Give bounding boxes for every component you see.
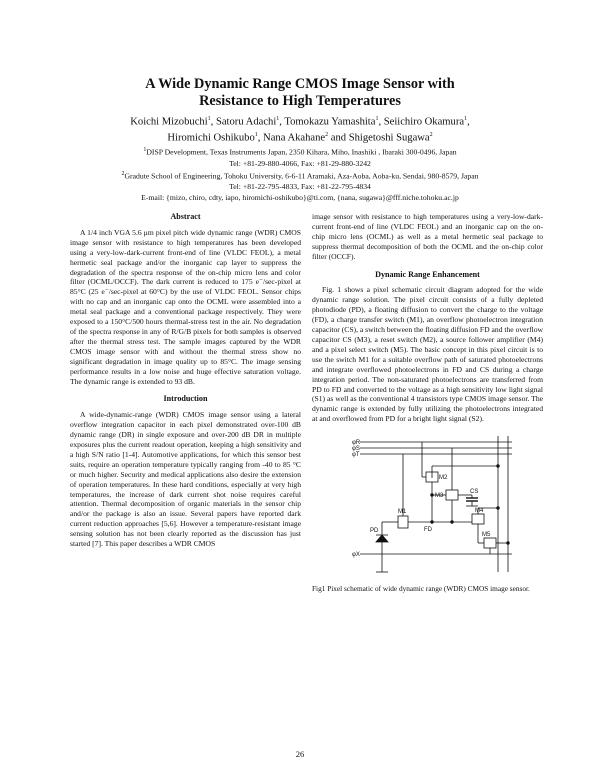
junction-dot — [497, 465, 500, 468]
author-sup: 1 — [276, 116, 280, 122]
author-name: Tomokazu Yamashita — [284, 116, 376, 128]
affiliation-text: DISP Development, Texas Instruments Japan, 2350 Kihara, Miho, Inashiki , Ibaraki 300-0496, Japan — [146, 147, 457, 157]
page-number: 26 — [295, 749, 305, 759]
junction-dot — [431, 521, 434, 524]
phi-t-label: φT — [352, 452, 360, 459]
author-sep: , — [378, 116, 384, 128]
affiliation-text: Tel: +81-29-880-4066, Fax: +81-29-880-3242 — [229, 158, 371, 168]
author-sep: , — [257, 132, 264, 144]
author-sep: , — [467, 116, 470, 128]
affiliation-line — [0, 181, 600, 192]
m1-transistor — [398, 516, 408, 528]
enhancement-heading: Dynamic Range Enhancement — [375, 269, 480, 279]
m3-transistor — [446, 490, 458, 500]
m4-transistor — [472, 514, 484, 524]
author-sep: , — [210, 116, 216, 128]
pd-label: PD — [370, 528, 379, 535]
author-name: Nana Akahane — [263, 132, 326, 144]
title-line: Resistance to High Temperatures — [199, 93, 401, 109]
m5-transistor — [484, 538, 496, 548]
junction-dot — [431, 494, 434, 497]
affiliation-line — [0, 145, 600, 158]
author-sup: 2 — [429, 131, 433, 138]
author-sep: , — [279, 116, 285, 128]
affiliations — [0, 145, 600, 203]
author-line — [0, 113, 600, 129]
pixel-schematic-figure — [312, 432, 543, 604]
affiliation-line — [0, 192, 600, 203]
affiliation-sup: 2 — [121, 170, 125, 177]
phi-r-label: φR — [352, 440, 361, 447]
abstract-text: A 1/4 inch VGA 5.6 μm pixel pitch wide dynamic range (WDR) CMOS image sensor with resistance to high temperatures has been developed using a very-low-dark-current front-end of line (VLDC FEOL), a metal hermetic seal package and/or the inorganic cap layer to suppress the degradation of the spectra response of the on-chip micro lens and color filter (OCML/OCCF). The dark current is reduced to 175 e⁻/sec-pixel at 85°C (25 e⁻/sec-pixel at 60°C) by the use of VLDC FEOL. Sensor chips with no cap and an inorganic cap onto the OCML were assembled into a metal seal package and a conventional package respectively. They were exposed to a 150°C/500 hours thermal-stress test in the air. No degradation of the spectra response in any of R/G/B pixels for both samples is observed after the thermal stress test. The sample images captured by the WDR CMOS image sensor with and without the thermal stress show no significant degradation in image quality up to 85°C. The image sensing performance results in a low noise and huge effective saturation voltage. The dynamic range is extended to 93 dB. — [70, 227, 301, 386]
m5-label: M5 — [482, 532, 491, 539]
introduction-heading: Introduction — [163, 394, 208, 404]
author-sup: 1 — [464, 116, 468, 122]
fd-label: FD — [424, 527, 432, 534]
affiliation-text: Gradute School of Engineering, Tohoku University, 6-6-11 Aramaki, Aza-Aoba, Aoba-ku, Sendai, 980-8579, Japan — [124, 171, 479, 181]
m3-label: M3 — [435, 493, 444, 500]
author-sup: 2 — [325, 131, 329, 138]
enhancement-text: Fig. 1 shows a pixel schematic circuit diagram adopted for the wide dynamic range solution. The pixel circuit consists of a fully depleted photodiode (PD), a floating diffusion to convert the charge to the voltage (FD), a charge transfer switch (M1), an overflow photoelectron integration capacitor (CS), a switch between the floating diffusion FD and the overflow capacitor CS (M3), a reset switch (M2), a source follower amplifier (M4) and a pixel select switch (M5). The basic concept in this pixel circuit is to use the switch M1 for a suitable overflow path of saturated photoelectrons and integrate overflowed photoelectrons in FD and CS during a charge integration period. The non-saturated photoelectrons are transferred from PD to FD and converted to the voltage as a high sensitivity low light signal (S1) as well as the conventional 4 transistors type CMOS image sensor. The dynamic range is extended by fully utilizing the photoelectrons integrated at and overflowed from PD for a bright light signal (S2). — [312, 285, 543, 424]
phi-x-label: φX — [352, 552, 360, 559]
author-sup: 1 — [207, 116, 211, 122]
phi-s-label: φS — [352, 446, 360, 453]
paper-title — [0, 76, 600, 110]
m2-label: M2 — [439, 475, 448, 482]
author-line — [0, 129, 600, 145]
affiliation-sup: 1 — [143, 147, 147, 153]
author-list — [0, 113, 600, 144]
m1-label: M1 — [398, 509, 407, 516]
author-name: Koichi Mizobuchi — [130, 116, 208, 128]
junction-dot — [507, 542, 510, 545]
author-sup: 1 — [375, 116, 379, 122]
author-name: Hiromichi Oshikubo — [167, 132, 255, 144]
pixel-schematic-diagram — [312, 432, 543, 582]
introduction-continued: image sensor with resistance to high temperatures using a very-low-dark-current front-end of line (VLDC FEOL) and an inorganic cap on the on-chip micro lens (OCML) as well as a metal hermetic seal package to suppress thermal decomposition of both the OCML and the on-chip color filter (OCCF). — [312, 212, 543, 261]
author-sup: 1 — [254, 131, 258, 138]
figure-caption: Fig1 Pixel schematic of wide dynamic range (WDR) CMOS image sensor. — [312, 584, 530, 594]
author-name: Shigetoshi Sugawa — [348, 132, 430, 144]
introduction-text: A wide-dynamic-range (WDR) CMOS image sensor using a lateral overflow integration capacitor in each pixel demonstrated over-100 dB dynamic range (DR) in single exposure and over-200 dB DR in multiple exposures plus the current readout operation, keeping a high sensitivity and a high S/N ratio [1-4]. Automotive applications, for which this sensor best suits, require an operation temperature typically ranging from -40 to 85 °C or much higher. Security and medical applications also desire the extension of operation temperatures. In these hard conditions, especially at very high temperatures, the increase of dark current shot noise requires careful attention. Thermal decomposition of organic materials in the sensor chip and/or the package is also an issue. Several papers have reported dark current reduction approaches [5,6]. However a temperature-resistant image sensing solution has not been clearly reported as the discussion has just started [7]. This paper describes a WDR CMOS — [70, 410, 301, 549]
left-column — [70, 212, 301, 549]
affiliation-line — [0, 169, 600, 182]
author-sep: and — [328, 132, 349, 144]
author-name: Seiichiro Okamura — [383, 116, 465, 128]
abstract-heading: Abstract — [170, 212, 201, 221]
m4-label: M4 — [475, 508, 484, 515]
junction-dot — [497, 507, 500, 510]
affiliation-line — [0, 158, 600, 169]
affiliation-text: Tel: +81-22-795-4833, Fax: +81-22-795-4834 — [229, 182, 371, 192]
cs-label: CS — [470, 489, 479, 496]
junction-dot — [451, 521, 454, 524]
contact-email: E-mail: {mizo, chiro, cdty, iapo, hiromichi-oshikubo}@ti.com, {nana, sugawa}@fff.niche.tohoku.ac.jp — [141, 193, 459, 203]
title-line: A Wide Dynamic Range CMOS Image Sensor with — [145, 76, 455, 92]
right-column — [312, 212, 543, 604]
author-name: Satoru Adachi — [215, 116, 277, 128]
pd-diode — [376, 535, 388, 542]
